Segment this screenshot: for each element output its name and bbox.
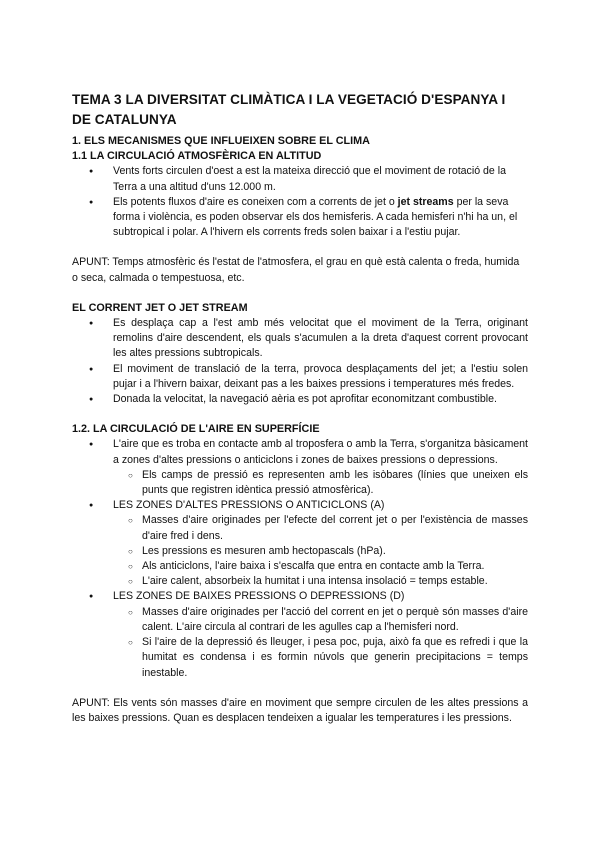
text-span: Els potents fluxos d'aire es coneixen com a corrents de jet o [113, 195, 398, 208]
sub-bullet-list [113, 468, 528, 498]
list-item: ● Es desplaça cap a l'est amb més velocitat que el moviment de la Terra, originant remolins d'aire descendent, els quals s'acumulen a la dreta d'aquest corrent provocant les altes pressions subtropicals. [72, 316, 528, 362]
text-span: LES ZONES DE BAIXES PRESSIONS O DEPRESSIONS (D) [113, 590, 405, 603]
list-item [72, 498, 528, 589]
text-span: L'aire que es troba en contacte amb al troposfera o amb la Terra, s'organitza bàsicament a zones d'altes pressions o anticiclons i zones de baixes pressions o depressions. [113, 438, 528, 466]
section-heading: 1.2. LA CIRCULACIÓ DE L'AIRE EN SUPERFÍCIE [72, 423, 320, 436]
list-item: ● Vents forts circulen d'oest a est la mateixa direcció que el moviment de rotació de la Terra a una altitud d'uns 12.000 m. [72, 164, 528, 194]
sub-list-item: ○ L'aire calent, absorbeix la humitat i una intensa insolació = temps estable. [72, 574, 528, 589]
apunt-note: APUNT: Els vents són masses d'aire en moviment que sempre circulen de les altes pressions a les baixes pressions. Quan es desplacen tendeixen a igualar les temperatures i les pressions. [72, 696, 528, 724]
bold-term: jet streams [397, 195, 454, 208]
sub-list-item: ○ Les pressions es mesuren amb hectopascals (hPa). [72, 544, 528, 559]
apunt-note: APUNT: Temps atmosfèric és l'estat de l'atmosfera, el grau en què està calenta o freda, humida o seca, calmada o tempestuosa, etc. [72, 256, 520, 284]
text-span: per la seva forma i violència, es poden observar els dos hemisferis. A cada hemisferi n'hi ha un, el subtropical i polar. A l'hivern els corrents freds solen baixar i a l'estiu pujar. [113, 195, 518, 239]
subsection-heading: 1.1 LA CIRCULACIÓ ATMOSFÈRICA EN ALTITUD [72, 150, 322, 163]
sub-list-item: ○ Masses d'aire originades per l'acció del corrent en jet o perquè són masses d'aire calent. L'aire circula al contrari de les agulles cap a l'hemisferi nord. [72, 605, 528, 635]
sub-list-item: ○ Els camps de pressió es representen amb les isòbares (línies que uneixen els punts que registren idèntica pressió atmosfèrica). [72, 468, 528, 498]
list-item [72, 195, 528, 241]
section-heading: EL CORRENT JET O JET STREAM [72, 301, 248, 314]
list-item [72, 437, 528, 498]
sub-bullet-list [113, 605, 528, 681]
sub-bullet-list [113, 513, 528, 589]
sub-list-item: ○ Als anticiclons, l'aire baixa i s'escalfa que entra en contacte amb la Terra. [72, 559, 528, 574]
bullet-list [72, 164, 528, 240]
bullet-list [72, 316, 528, 407]
list-item: ● Donada la velocitat, la navegació aèria es pot aprofitar economitzant combustible. [72, 392, 528, 407]
sub-list-item: ○ Masses d'aire originades per l'efecte del corrent jet o per l'existència de masses d'aire fred i dens. [72, 513, 528, 543]
sub-list-item: ○ Si l'aire de la depressió és lleuger, i pesa poc, puja, això fa que es refredi i que la humitat es condensa i es formin núvols que generin precipitacions = temps inestable. [72, 635, 528, 681]
document-page [72, 90, 528, 726]
bullet-list [72, 437, 528, 680]
document-title: TEMA 3 LA DIVERSITAT CLIMÀTICA I LA VEGETACIÓ D'ESPANYA I DE CATALUNYA [72, 92, 506, 127]
section-heading: 1. ELS MECANISMES QUE INFLUEIXEN SOBRE EL CLIMA [72, 135, 370, 147]
text-span: LES ZONES D'ALTES PRESSIONS O ANTICICLONS (A) [113, 499, 385, 512]
list-item: ● El moviment de translació de la terra, provoca desplaçaments del jet; a l'estiu solen pujar i a l'hivern baixar, deixant pas a les baixes pressions i temperatures més fredes. [72, 362, 528, 392]
list-item [72, 589, 528, 680]
